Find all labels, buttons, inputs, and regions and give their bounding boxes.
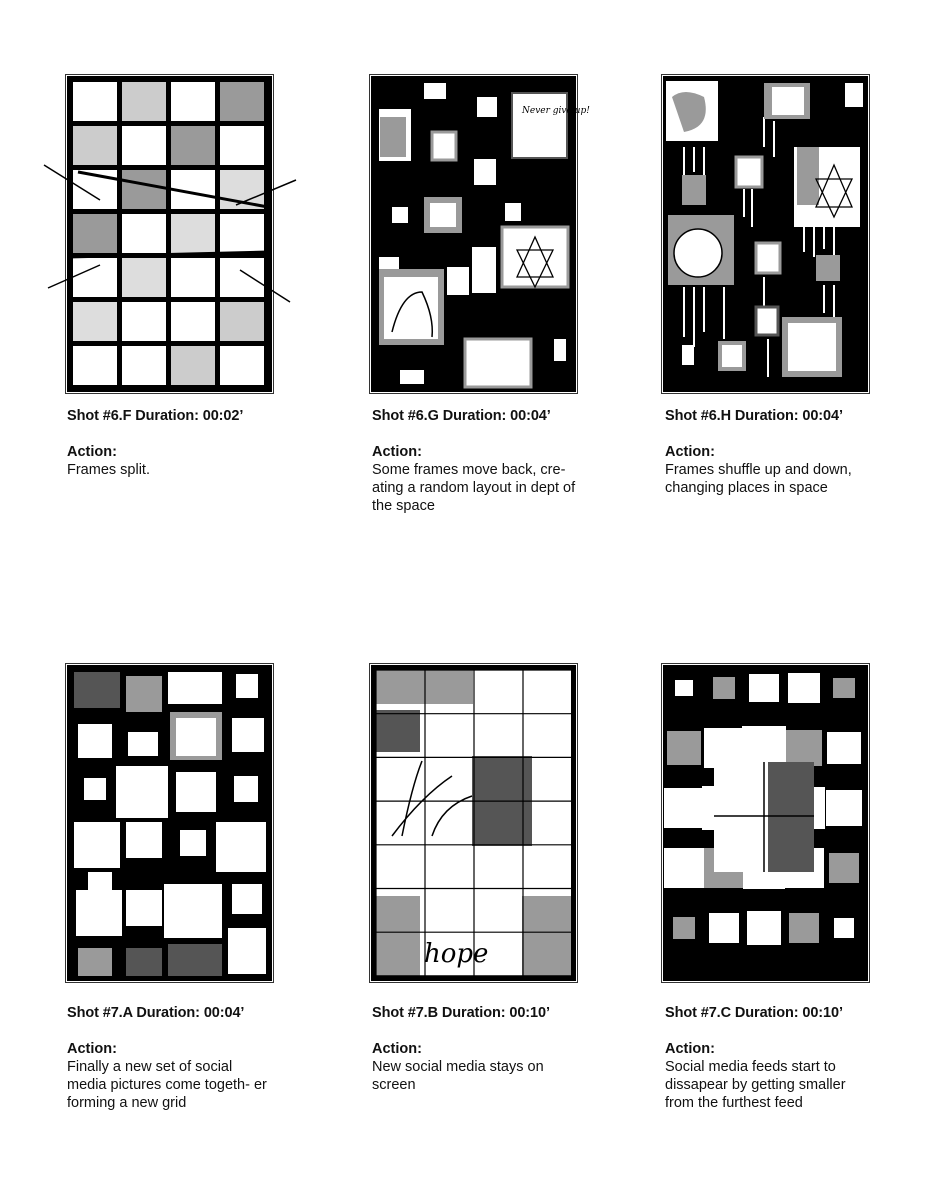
shot-title: Shot #7.B Duration: 00:10’ [372,1005,550,1021]
never-give-up-text: Never give up! [522,106,590,116]
action-text: Social media feeds start to dissapear by getting smaller from the furthest feed [665,1059,846,1111]
sketch-shuffle-layout [664,77,867,391]
sketch-cell [826,790,862,826]
sketch-cell [122,82,166,121]
hope-text: hope [424,939,489,969]
sketch-cell [709,913,739,943]
caption-shot-7c [665,1004,880,1112]
sketch-cell [73,346,117,385]
sketch-cell [713,677,735,699]
sketch-cell [667,731,701,765]
storyboard-frame-7a [67,665,272,981]
sketch-cell [673,917,695,939]
sketch-cell [749,674,779,702]
caption-shot-7b [372,1004,587,1094]
sketch-cell [675,680,693,696]
sketch-cell [786,730,822,766]
sketch-cell [827,732,861,764]
action-label: Action: [665,1041,715,1057]
sketch-cell [122,346,166,385]
shot-title: Shot #7.C Duration: 00:10’ [665,1005,843,1021]
action-label: Action: [67,1041,117,1057]
storyboard-frame-7b [371,665,576,981]
sketch-cell [171,346,215,385]
action-text: Frames shuffle up and down, changing places in space [665,462,852,496]
sketch-cell [789,913,819,943]
action-label: Action: [372,444,422,460]
shot-title: Shot #6.H Duration: 00:04’ [665,408,843,424]
shot-title: Shot #6.F Duration: 00:02’ [67,408,244,424]
sketch-cell [834,918,854,938]
action-text: New social media stays on screen [372,1059,544,1093]
sketch-full-grid [372,666,575,980]
sketch-cell [829,853,859,883]
sketch-cell [220,346,264,385]
sketch-cell [664,848,704,888]
action-label: Action: [372,1041,422,1057]
sketch-cell [664,788,704,828]
action-text: Finally a new set of social media pictures come togeth- er forming a new grid [67,1059,267,1111]
storyboard-frame-7c [663,665,868,981]
sketch-new-grid-forming [68,666,271,980]
sketch-cell [171,82,215,121]
sketch-cell [747,911,781,945]
caption-shot-6h [665,407,880,497]
split-lines [40,160,300,310]
sketch-cell [73,82,117,121]
action-text: Some frames move back, cre- ating a random layout in dept of the space [372,462,576,514]
action-label: Action: [67,444,117,460]
caption-shot-7a [67,1004,282,1112]
sketch-cell [833,678,855,698]
sketch-cell [220,82,264,121]
action-label: Action: [665,444,715,460]
caption-shot-6f [67,407,282,479]
shot-title: Shot #6.G Duration: 00:04’ [372,408,551,424]
sketch-cell [788,673,820,703]
shot-title: Shot #7.A Duration: 00:04’ [67,1005,245,1021]
sketch-depth-layout [372,77,590,391]
action-text: Frames split. [67,462,150,478]
caption-shot-6g [372,407,587,515]
storyboard-frame-6g [371,76,590,392]
sketch-shrinking-grid [664,666,867,980]
storyboard-frame-6h [663,76,868,392]
